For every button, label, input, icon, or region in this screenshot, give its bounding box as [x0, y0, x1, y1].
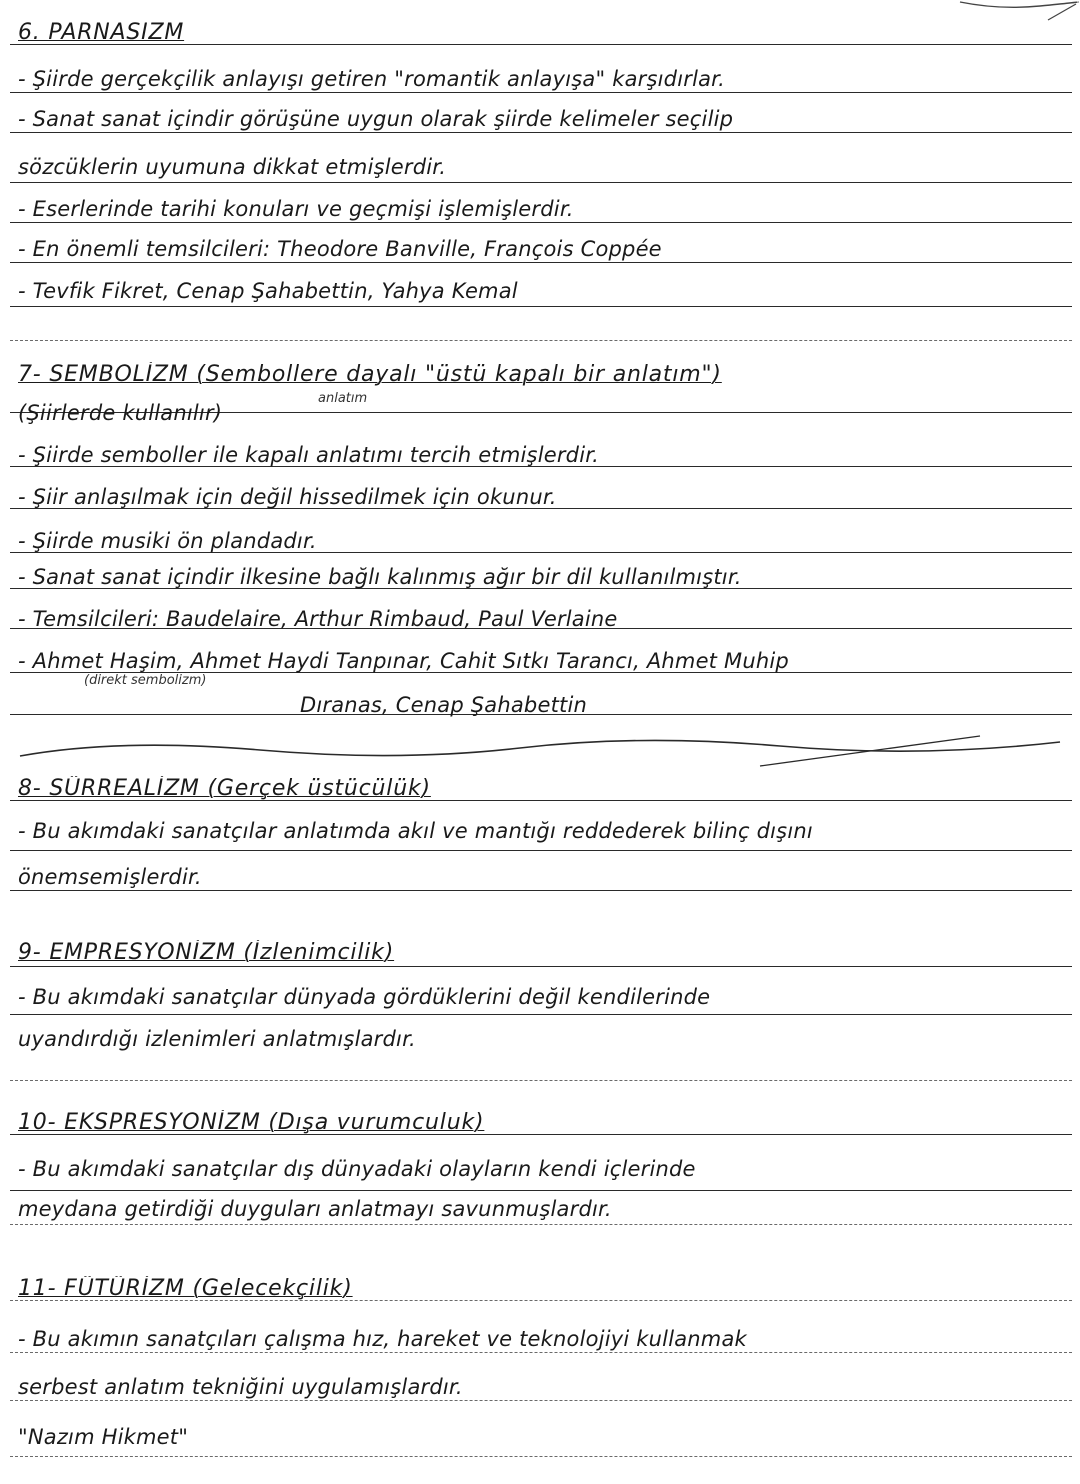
ruled-line: [10, 1080, 1072, 1081]
ruled-line: [10, 850, 1072, 851]
section-heading: 10- EKSPRESYONİZM (Dışa vurumculuk): [18, 1110, 485, 1135]
note-line: - Şiirde musiki ön plandadır.: [18, 529, 317, 553]
note-line: Dıranas, Cenap Şahabettin: [300, 693, 587, 717]
section-heading: 8- SÜRREALİZM (Gerçek üstücülük): [18, 776, 431, 801]
note-line: - Temsilcileri: Baudelaire, Arthur Rimbaud, Paul Verlaine: [18, 607, 618, 631]
note-line: - Şiirde semboller ile kapalı anlatımı tercih etmişlerdir.: [18, 443, 600, 467]
note-line: - Bu akımdaki sanatçılar dünyada gördüklerini değil kendilerinde: [18, 985, 711, 1009]
section-heading: 11- FÜTÜRİZM (Gelecekçilik): [18, 1276, 353, 1301]
section-heading: 9- EMPRESYONİZM (İzlenimcilik): [18, 940, 395, 965]
ruled-line: [10, 340, 1072, 341]
ruled-line: [10, 92, 1072, 93]
note-line: - En önemli temsilcileri: Theodore Banville, François Coppée: [18, 237, 662, 261]
ruled-line: [10, 1456, 1072, 1457]
note-line: - Bu akımın sanatçıları çalışma hız, hareket ve teknolojiyi kullanmak: [18, 1327, 747, 1351]
margin-note: anlatım: [318, 391, 368, 406]
note-line: - Tevfik Fikret, Cenap Şahabettin, Yahya Kemal: [18, 279, 518, 303]
section-heading: 7- SEMBOLİZM (Sembollere dayalı "üstü kapalı bir anlatım"): [18, 362, 722, 387]
ruled-line: [10, 1014, 1072, 1015]
ruled-line: [10, 1352, 1072, 1353]
ruled-line: [10, 1224, 1072, 1225]
ruled-line: [10, 262, 1072, 263]
ruled-line: [10, 182, 1072, 183]
note-line: sözcüklerin uyumuna dikkat etmişlerdir.: [18, 155, 447, 179]
section-subheading: (Şiirlerde kullanılır): [18, 401, 223, 425]
section-heading: 6. PARNASIZM: [18, 20, 185, 45]
margin-note: (direkt sembolizm): [84, 673, 207, 688]
note-line: serbest anlatım tekniğini uygulamışlardır.: [18, 1375, 463, 1399]
note-line: "Nazım Hikmet": [18, 1425, 189, 1449]
note-line: - Bu akımdaki sanatçılar dış dünyadaki olayların kendi içlerinde: [18, 1157, 696, 1181]
note-line: - Şiir anlaşılmak için değil hissedilmek için okunur.: [18, 485, 557, 509]
ruled-line: [10, 1190, 1072, 1191]
ruled-line: [10, 890, 1072, 891]
note-line: - Sanat sanat içindir görüşüne uygun olarak şiirde kelimeler seçilip: [18, 107, 734, 131]
note-line: - Eserlerinde tarihi konuları ve geçmişi işlemişlerdir.: [18, 197, 574, 221]
note-line: önemsemişlerdir.: [18, 865, 202, 889]
wavy-divider: [0, 728, 1080, 768]
note-line: - Ahmet Haşim, Ahmet Haydi Tanpınar, Cahit Sıtkı Tarancı, Ahmet Muhip: [18, 649, 789, 673]
note-line: - Sanat sanat içindir ilkesine bağlı kalınmış ağır bir dil kullanılmıştır.: [18, 565, 742, 589]
note-line: meydana getirdiği duyguları anlatmayı savunmuşlardır.: [18, 1197, 612, 1221]
ruled-line: [10, 1400, 1072, 1401]
ruled-line: [10, 306, 1072, 307]
note-line: - Bu akımdaki sanatçılar anlatımda akıl ve mantığı reddederek bilinç dışını: [18, 819, 813, 843]
note-line: uyandırdığı izlenimleri anlatmışlardır.: [18, 1027, 416, 1051]
note-line: - Şiirde gerçekçilik anlayışı getiren "romantik anlayışa" karşıdırlar.: [18, 67, 725, 91]
ruled-line: [10, 132, 1072, 133]
ruled-line: [10, 966, 1072, 967]
ruled-line: [10, 222, 1072, 223]
